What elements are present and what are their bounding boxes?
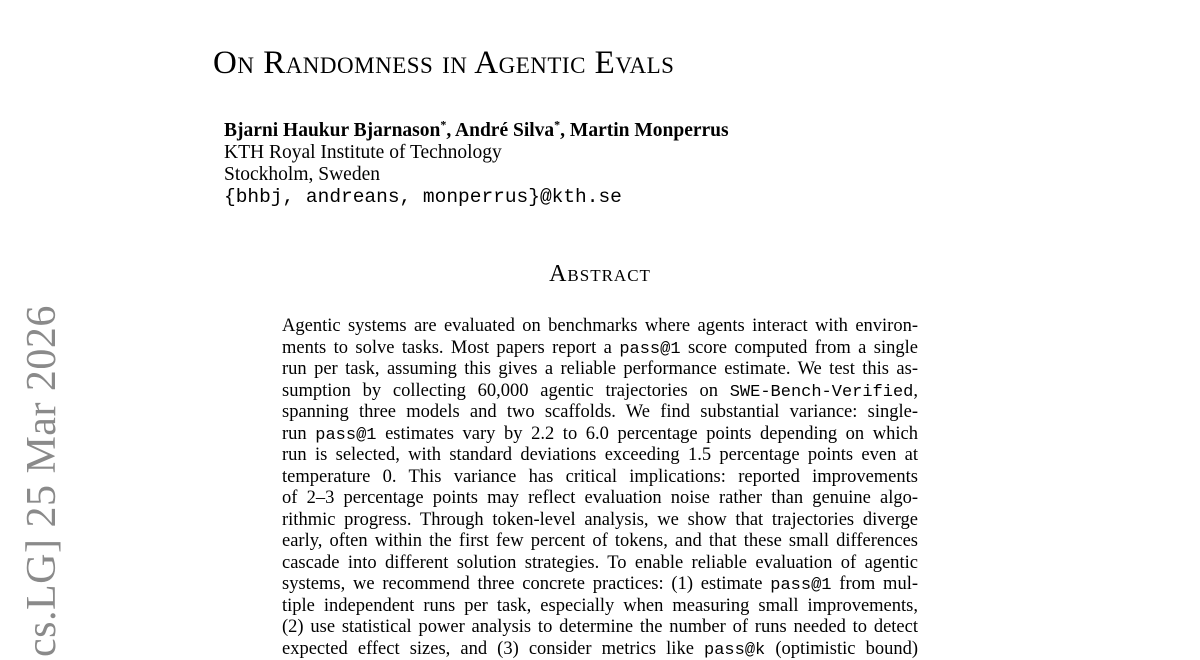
abstract-body bbox=[282, 316, 918, 660]
text-segment: Agentic systems are evaluated on benchmarks where agents interact with environ- bbox=[282, 316, 918, 336]
abstract-line bbox=[282, 639, 918, 660]
text-segment: Bjarni Haukur Bjarnason bbox=[224, 120, 440, 141]
abstract-line bbox=[282, 553, 918, 575]
abstract-line bbox=[282, 316, 918, 338]
abstract-line bbox=[282, 381, 918, 403]
text-segment: run is selected, with standard deviations exceeding 1.5 percentage points even at bbox=[282, 445, 918, 465]
text-segment: spanning three models and two scaffolds. We find substantial variance: single- bbox=[282, 402, 918, 422]
abstract-line bbox=[282, 359, 918, 381]
text-segment: * bbox=[440, 118, 446, 132]
abstract-line bbox=[282, 445, 918, 467]
text-segment: run per task, assuming this gives a reliable performance estimate. We test this as- bbox=[282, 359, 918, 379]
mono-inline: pass@1 bbox=[619, 340, 680, 359]
text-segment: , André Silva bbox=[446, 120, 554, 141]
text-segment: rithmic progress. Through token-level analysis, we show that trajectories diverge bbox=[282, 510, 918, 530]
abstract-heading: Abstract bbox=[282, 262, 918, 286]
mono-inline: SWE-Bench-Verified bbox=[730, 383, 914, 402]
paper-title: On Randomness in Agentic Evals bbox=[213, 47, 674, 80]
text-segment: , Martin Monperrus bbox=[560, 120, 728, 141]
text-segment: run bbox=[282, 424, 315, 444]
abstract-line bbox=[282, 338, 918, 360]
abstract-line bbox=[282, 531, 918, 553]
text-segment: estimates vary by 2.2 to 6.0 percentage points depending on which bbox=[376, 424, 918, 444]
text-segment: from mul- bbox=[831, 574, 918, 594]
mono-inline: pass@1 bbox=[770, 576, 831, 595]
text-segment: temperature 0. This variance has critical implications: reported improvements bbox=[282, 467, 918, 487]
author-names bbox=[224, 120, 729, 142]
abstract-line bbox=[282, 574, 918, 596]
author-city: Stockholm, Sweden bbox=[224, 164, 729, 186]
text-segment: * bbox=[554, 118, 560, 132]
abstract-line bbox=[282, 402, 918, 424]
mono-inline: pass@1 bbox=[315, 426, 376, 445]
author-block bbox=[224, 120, 729, 208]
author-email: {bhbj, andreans, monperrus}@kth.se bbox=[224, 186, 729, 208]
text-segment: cascade into different solution strategies. To enable reliable evaluation of agentic bbox=[282, 553, 918, 573]
text-segment: early, often within the first few percent of tokens, and that these small differences bbox=[282, 531, 918, 551]
author-affiliation: KTH Royal Institute of Technology bbox=[224, 142, 729, 164]
abstract-line bbox=[282, 617, 918, 639]
text-segment: (2) use statistical power analysis to determine the number of runs needed to detect bbox=[282, 617, 918, 637]
text-segment: expected effect sizes, and (3) consider metrics like bbox=[282, 639, 704, 659]
text-segment: ments to solve tasks. Most papers report a bbox=[282, 338, 619, 358]
text-segment: sumption by collecting 60,000 agentic trajectories on bbox=[282, 381, 730, 401]
text-segment: systems, we recommend three concrete practices: (1) estimate bbox=[282, 574, 770, 594]
text-segment: (optimistic bound) bbox=[765, 639, 918, 659]
abstract-line bbox=[282, 467, 918, 489]
abstract-line bbox=[282, 596, 918, 618]
abstract-line bbox=[282, 488, 918, 510]
abstract-line bbox=[282, 510, 918, 532]
abstract-line bbox=[282, 424, 918, 446]
text-segment: tiple independent runs per task, especially when measuring small improvements, bbox=[282, 596, 918, 616]
arxiv-watermark: cs.LG] 25 Mar 2026 bbox=[21, 305, 63, 657]
text-segment: , bbox=[913, 381, 918, 401]
text-segment: score computed from a single bbox=[681, 338, 918, 358]
mono-inline: pass@k bbox=[704, 641, 765, 660]
text-segment: of 2–3 percentage points may reflect evaluation noise rather than genuine algo- bbox=[282, 488, 918, 508]
